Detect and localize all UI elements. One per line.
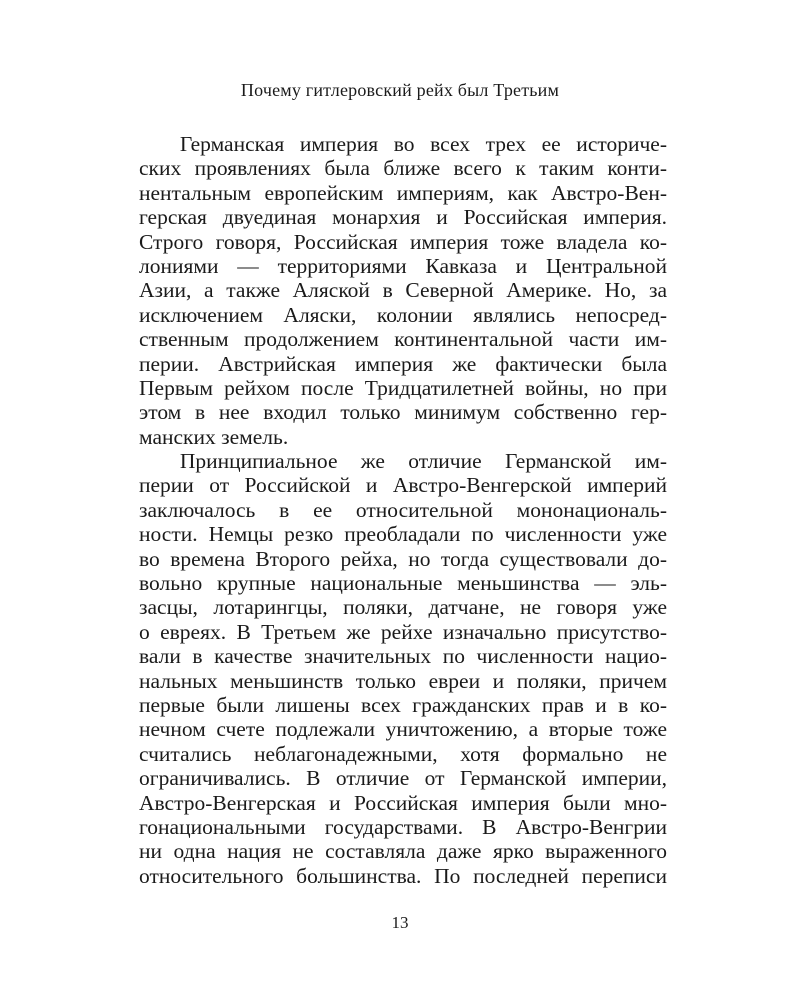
text-line: исключением Аляски, колонии являлись непосред- — [139, 302, 667, 327]
text-line: ских проявлениях была ближе всего к таким конти- — [139, 156, 667, 181]
text-line: манских земель. — [139, 424, 289, 449]
text-line: нечном счете подлежали уничтожению, а вторые тоже — [139, 717, 667, 742]
text-line: первые были лишены всех гражданских прав и в ко- — [139, 692, 667, 717]
text-line: Строго говоря, Российская империя тоже владела ко- — [139, 229, 667, 254]
text-line: Принципиальное же отличие Германской им- — [179, 449, 667, 474]
text-line: вольно крупные национальные меньшинства — эль- — [139, 571, 667, 596]
text-line: заключалось в ее относительной мононациональ- — [139, 497, 667, 522]
text-line: перии. Австрийская империя же фактически была — [139, 351, 667, 376]
text-line: этом в нее входил только минимум собственно гер- — [139, 400, 667, 425]
body-text — [139, 132, 667, 888]
text-line: Азии, а также Аляской в Северной Америке. Но, за — [139, 278, 667, 303]
text-line: засцы, лотарингцы, поляки, датчане, не говоря уже — [139, 595, 667, 620]
text-line: ственным продолжением континентальной части им- — [139, 327, 667, 352]
text-line: Германская империя во всех трех ее историче- — [179, 132, 667, 156]
text-line: гонациональными государствами. В Австро-Венгрии — [139, 814, 667, 839]
text-line: Первым рейхом после Тридцатилетней войны, но при — [139, 375, 667, 400]
page-number: 13 — [391, 913, 409, 932]
paragraph-2 — [139, 449, 667, 888]
text-line: нальных меньшинств только евреи и поляки, причем — [139, 668, 667, 693]
text-line: Австро-Венгерская и Российская империя были мно- — [139, 790, 667, 815]
text-line: перии от Российской и Австро-Венгерской империй — [139, 473, 667, 498]
text-line: лониями — территориями Кавказа и Центральной — [139, 253, 667, 278]
text-line: нентальным европейским империям, как Австро-Вен- — [139, 180, 667, 205]
paragraph-1 — [139, 132, 667, 449]
text-line: ни одна нация не составляла даже ярко выраженного — [139, 839, 667, 864]
text-line: ограничивались. В отличие от Германской империи, — [139, 766, 667, 791]
text-line: относительного большинства. По последней переписи — [139, 863, 667, 888]
text-line: ности. Немцы резко преобладали по численности уже — [139, 522, 667, 547]
text-line: во времена Второго рейха, но тогда существовали до- — [139, 546, 667, 571]
text-line: герская двуединая монархия и Российская империя. — [139, 205, 667, 230]
text-line: считались неблагонадежными, хотя формально не — [139, 741, 667, 766]
running-head: Почему гитлеровский рейх был Третьим — [240, 80, 560, 100]
text-line: вали в качестве значительных по численности нацио- — [139, 644, 667, 669]
text-line: о евреях. В Третьем же рейхе изначально присутство- — [139, 619, 667, 644]
